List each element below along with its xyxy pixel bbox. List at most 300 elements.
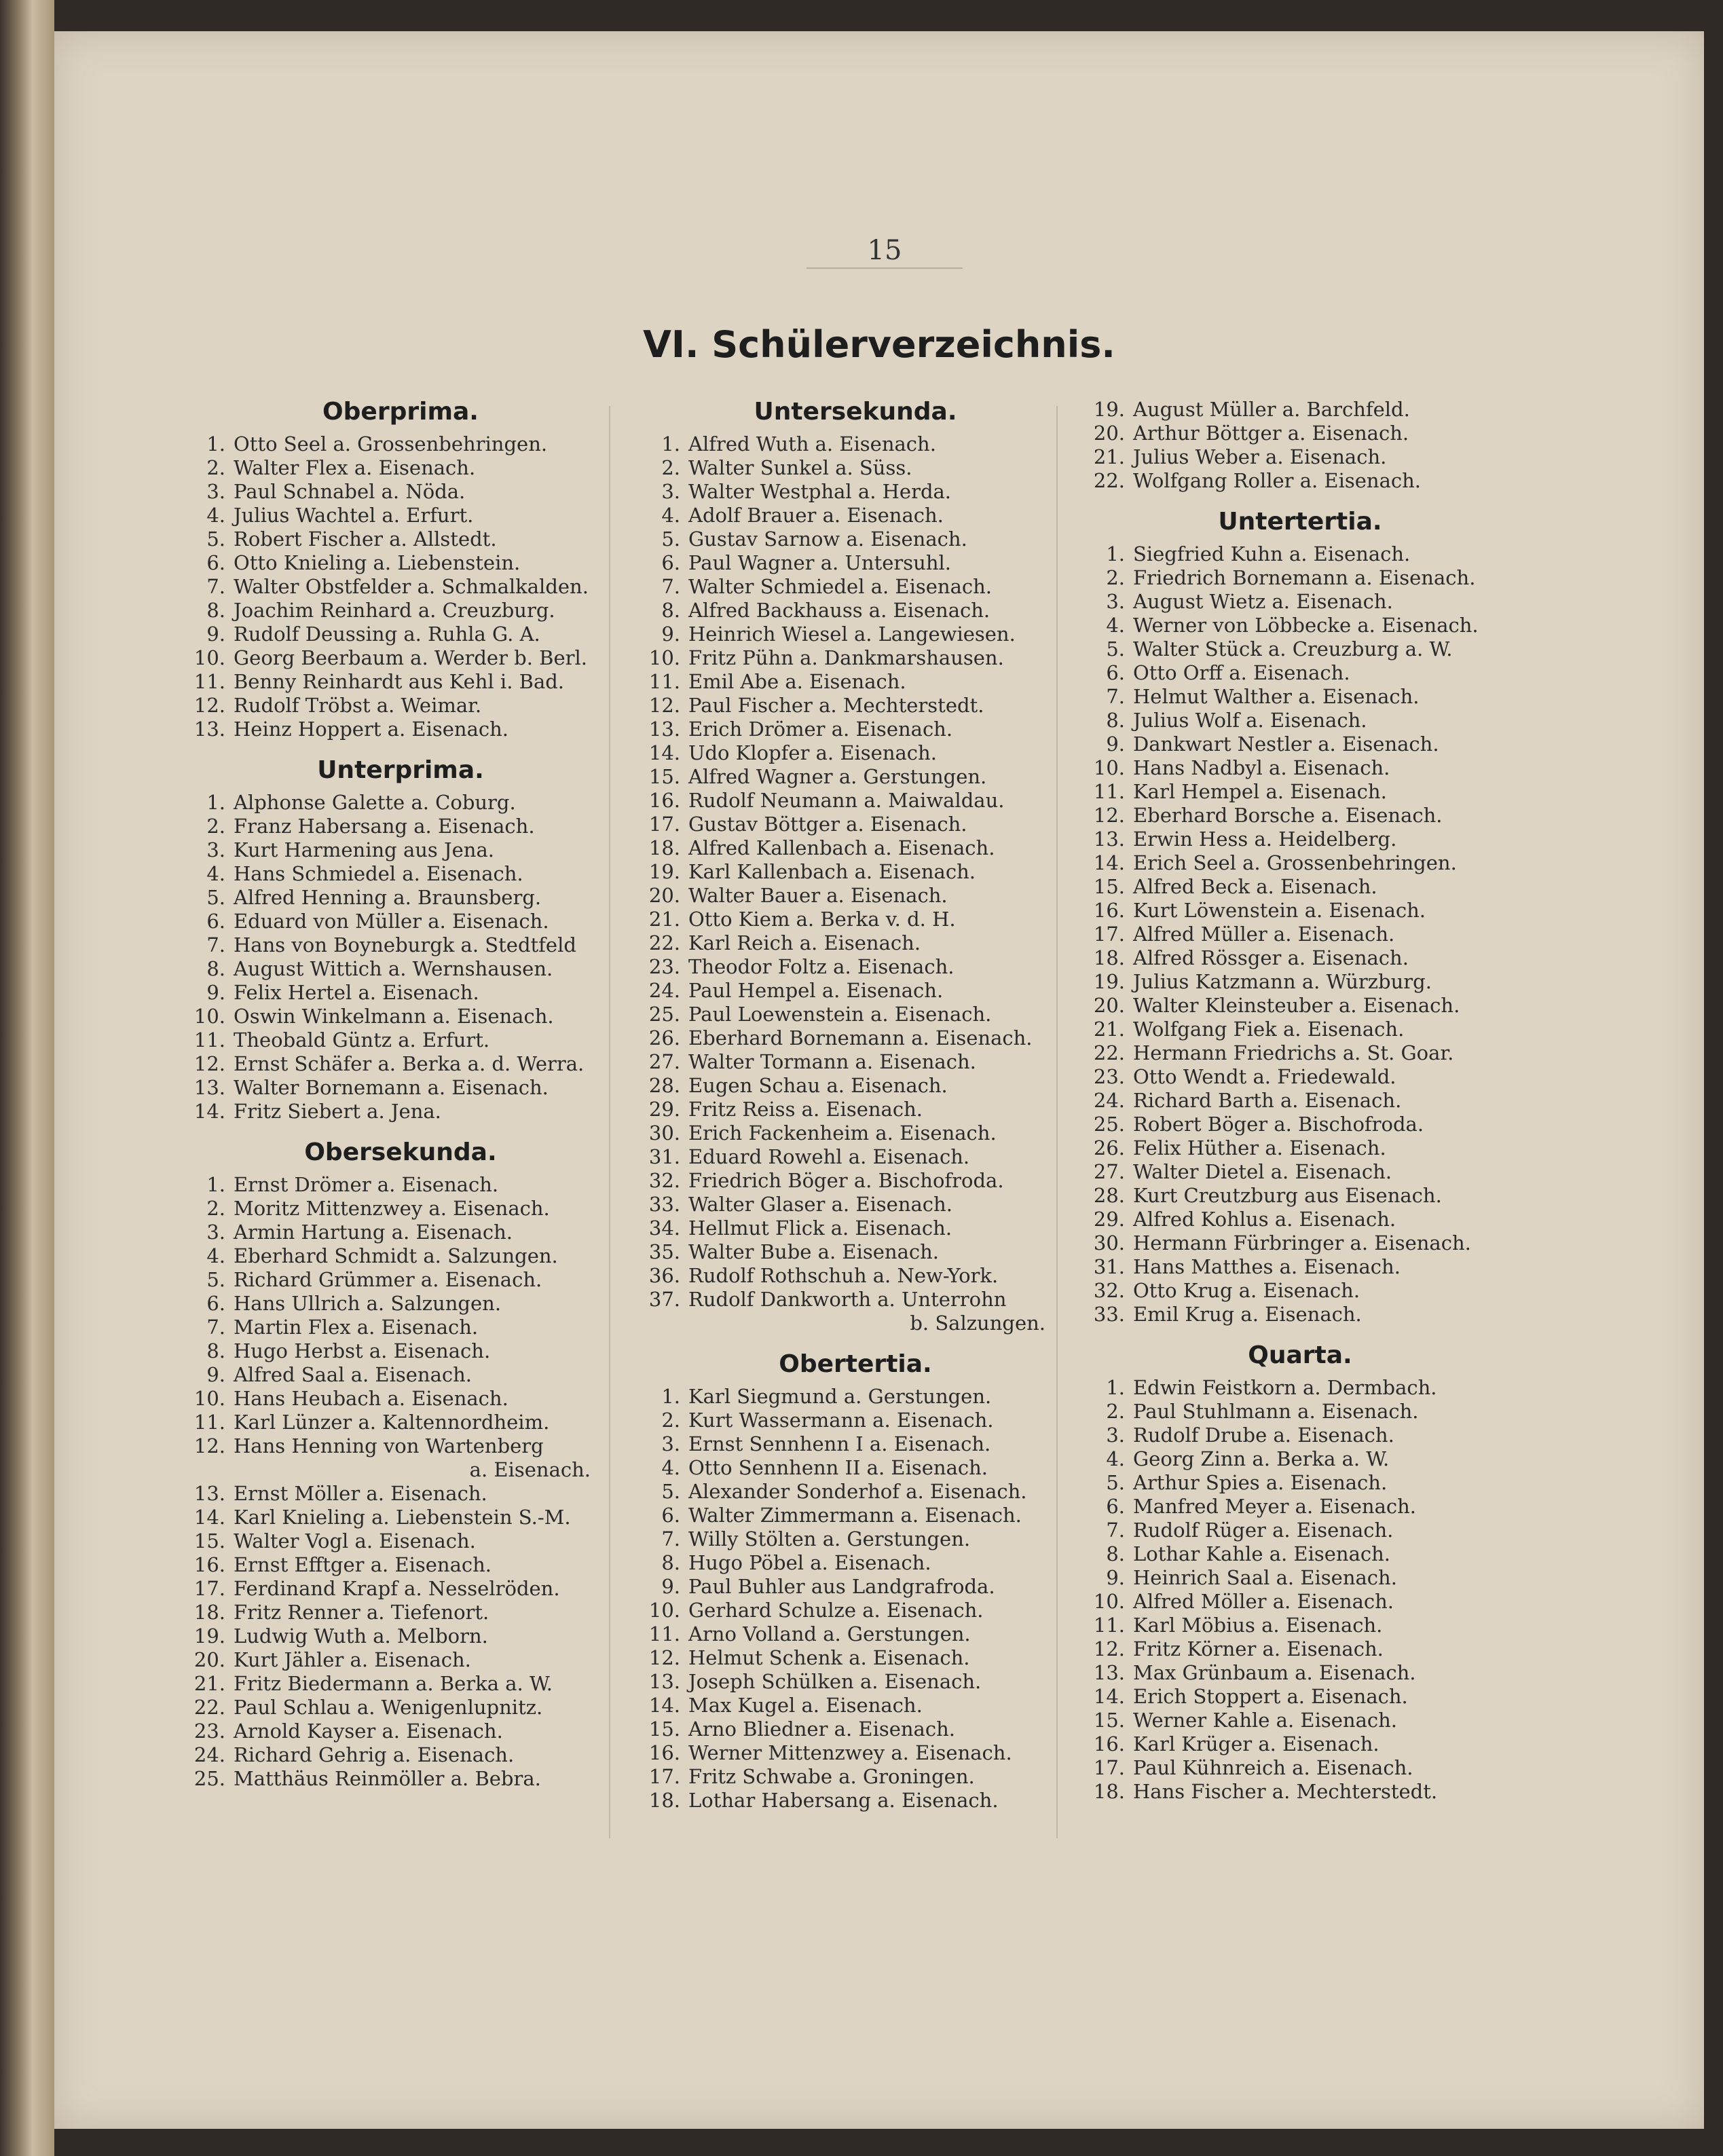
student-entry [1083, 709, 1517, 732]
entry-number: 15. [193, 1529, 225, 1553]
student-name: Hans Matthes a. Eisenach. [1133, 1255, 1401, 1278]
student-name: Walter Sunkel a. Süss. [688, 456, 912, 479]
student-name: Kurt Wassermann a. Eisenach. [688, 1409, 994, 1432]
student-name: Max Grünbaum a. Eisenach. [1133, 1661, 1416, 1684]
entry-number: 14. [193, 1506, 225, 1529]
entry-number: 6. [1106, 1495, 1125, 1518]
student-name: Walter Obstfelder a. Schmalkalden. [234, 575, 589, 598]
student-entry [1083, 1376, 1517, 1400]
entry-number: 10. [1093, 756, 1125, 779]
student-name: Werner Mittenzwey a. Eisenach. [688, 1741, 1012, 1764]
class-section [638, 1350, 1073, 1813]
student-name: Rudolf Deussing a. Ruhla G. A. [234, 622, 540, 646]
entry-number: 20. [1093, 994, 1125, 1017]
student-name: Rudolf Drube a. Eisenach. [1133, 1424, 1394, 1447]
entry-number: 12. [193, 1434, 225, 1457]
student-name: Werner Kahle a. Eisenach. [1133, 1709, 1397, 1732]
student-entry [638, 622, 1073, 646]
student-entry [1083, 1661, 1517, 1685]
entry-number: 11. [1093, 780, 1125, 803]
student-name: Walter Flex a. Eisenach. [234, 456, 476, 479]
student-name: Gerhard Schulze a. Eisenach. [688, 1599, 984, 1622]
student-entry [1083, 1255, 1517, 1279]
student-name: Alfred Kohlus a. Eisenach. [1133, 1208, 1396, 1231]
student-entry [1083, 1303, 1517, 1326]
entry-number: 6. [206, 1292, 225, 1315]
student-name: Paul Buhler aus Landgrafroda. [688, 1575, 995, 1598]
student-name: Hans Fischer a. Mechterstedt. [1133, 1780, 1438, 1803]
student-name: Arnold Kayser a. Eisenach. [234, 1720, 503, 1743]
entry-number: 1. [661, 432, 680, 456]
student-name: Otto Wendt a. Friedewald. [1133, 1065, 1396, 1088]
entry-number: 17. [1093, 923, 1125, 946]
student-entry [1083, 804, 1517, 828]
student-name: Paul Schlau a. Wenigenlupnitz. [234, 1696, 543, 1719]
student-name: Felix Hertel a. Eisenach. [234, 981, 479, 1004]
column-2 [638, 398, 1073, 1813]
entry-number: 11. [1093, 1614, 1125, 1637]
entry-number: 2. [206, 815, 225, 838]
student-name: Otto Kiem a. Berka v. d. H. [688, 908, 956, 931]
student-name: Joachim Reinhard a. Creuzburg. [234, 599, 555, 622]
entry-number: 8. [1106, 709, 1125, 732]
entry-number: 15. [648, 765, 680, 788]
entry-number: 4. [661, 504, 680, 527]
entry-number: 21. [1093, 445, 1125, 468]
entry-number: 1. [206, 791, 225, 814]
student-entry [638, 694, 1073, 718]
entry-number: 10. [1093, 1590, 1125, 1613]
student-entry [638, 670, 1073, 694]
entry-number: 25. [648, 1003, 680, 1026]
student-entry [638, 1622, 1073, 1646]
entry-number: 20. [648, 884, 680, 907]
student-entry [183, 862, 618, 886]
entry-number: 10. [648, 646, 680, 669]
student-entry [1083, 566, 1517, 590]
entry-number: 15. [648, 1717, 680, 1741]
student-name: Fritz Pühn a. Dankmarshausen. [688, 646, 1004, 669]
entry-number: 18. [193, 1601, 225, 1624]
student-entry [183, 1076, 618, 1100]
student-name: Walter Glaser a. Eisenach. [688, 1193, 952, 1216]
entry-number: 9. [1106, 1566, 1125, 1589]
student-name: Otto Krug a. Eisenach. [1133, 1279, 1360, 1302]
student-name: Emil Krug a. Eisenach. [1133, 1303, 1362, 1326]
student-name: Julius Katzmann a. Würzburg. [1133, 970, 1432, 993]
student-name: Joseph Schülken a. Eisenach. [688, 1670, 982, 1693]
entry-number: 32. [1093, 1279, 1125, 1302]
student-name: Heinrich Wiesel a. Langewiesen. [688, 622, 1016, 646]
entry-number: 2. [206, 1197, 225, 1220]
student-name: Fritz Biedermann a. Berka a. W. [234, 1672, 553, 1695]
student-name: Walter Zimmermann a. Eisenach. [688, 1504, 1022, 1527]
student-name: Erich Fackenheim a. Eisenach. [688, 1121, 997, 1145]
entry-number: 12. [1093, 1637, 1125, 1660]
student-entry [638, 1575, 1073, 1599]
student-entry [1083, 1113, 1517, 1136]
entry-number: 5. [206, 1268, 225, 1291]
student-name: Alfred Saal a. Eisenach. [234, 1363, 473, 1386]
entry-number: 9. [206, 622, 225, 646]
entry-number: 13. [648, 718, 680, 741]
student-name: Paul Loewenstein a. Eisenach. [688, 1003, 992, 1026]
student-name: Walter Bube a. Eisenach. [688, 1240, 939, 1263]
entry-number: 13. [193, 1076, 225, 1099]
student-name: Eduard Rowehl a. Eisenach. [688, 1145, 970, 1168]
entry-number: 10. [193, 1387, 225, 1410]
entry-number: 12. [193, 694, 225, 717]
student-name: Walter Bornemann a. Eisenach. [234, 1076, 549, 1099]
student-name: Rudolf Neumann a. Maiwaldau. [688, 789, 1005, 812]
student-name: Friedrich Bornemann a. Eisenach. [1133, 566, 1476, 589]
student-name: Fritz Körner a. Eisenach. [1133, 1637, 1384, 1660]
entry-number: 11. [193, 1411, 225, 1434]
entry-number: 10. [193, 646, 225, 669]
student-name: August Wittich a. Wernshausen. [234, 957, 553, 980]
student-name: Otto Knieling a. Liebenstein. [234, 551, 521, 574]
student-entry [183, 791, 618, 815]
student-entry [183, 933, 618, 957]
student-entry [1083, 828, 1517, 851]
student-entry [183, 694, 618, 718]
student-entry [638, 1551, 1073, 1575]
entry-number: 16. [648, 789, 680, 812]
entry-number: 8. [206, 1339, 225, 1362]
student-name: Fritz Schwabe a. Groningen. [688, 1765, 975, 1788]
entry-number: 28. [648, 1074, 680, 1097]
student-entry [638, 504, 1073, 527]
entry-number: 9. [206, 1363, 225, 1386]
student-name: Otto Seel a. Grossenbehringen. [234, 432, 548, 456]
student-entry [183, 1767, 618, 1791]
entry-number: 4. [1106, 614, 1125, 637]
section-heading: Obersekunda. [304, 1138, 497, 1166]
student-entry [1083, 1018, 1517, 1041]
student-entry [183, 1173, 618, 1197]
entry-number: 18. [1093, 1780, 1125, 1803]
student-entry [1083, 1519, 1517, 1542]
student-name: Friedrich Böger a. Bischofroda. [688, 1169, 1004, 1192]
entry-number: 26. [1093, 1136, 1125, 1159]
student-entry [638, 1670, 1073, 1694]
entry-number: 9. [1106, 732, 1125, 756]
student-name: Arno Volland a. Gerstungen. [688, 1622, 971, 1646]
student-name: Theobald Güntz a. Erfurt. [234, 1028, 490, 1052]
student-name: Walter Dietel a. Eisenach. [1133, 1160, 1392, 1183]
student-entry [638, 765, 1073, 789]
student-name: Karl Hempel a. Eisenach. [1133, 780, 1387, 803]
student-name: Alfred Wuth a. Eisenach. [688, 432, 936, 456]
student-name: Hans Nadbyl a. Eisenach. [1133, 756, 1390, 779]
student-entry [183, 981, 618, 1005]
student-entry [638, 1789, 1073, 1813]
entry-number: 1. [661, 1385, 680, 1408]
entry-number: 5. [206, 527, 225, 551]
student-entry [183, 1363, 618, 1387]
student-name: Alphonse Galette a. Coburg. [234, 791, 516, 814]
student-entry [1083, 1709, 1517, 1732]
student-name: Helmut Schenk a. Eisenach. [688, 1646, 970, 1669]
student-entry [1083, 875, 1517, 899]
entry-number: 4. [661, 1456, 680, 1479]
student-name: Eberhard Schmidt a. Salzungen. [234, 1244, 558, 1267]
student-entry [638, 813, 1073, 836]
student-name: Moritz Mittenzwey a. Eisenach. [234, 1197, 550, 1220]
student-name: Fritz Renner a. Tiefenort. [234, 1601, 489, 1624]
student-name: Helmut Walther a. Eisenach. [1133, 685, 1420, 708]
student-name: Willy Stölten a. Gerstungen. [688, 1527, 971, 1550]
student-name: Eberhard Borsche a. Eisenach. [1133, 804, 1443, 827]
student-entry [638, 456, 1073, 480]
student-name: Armin Hartung a. Eisenach. [234, 1221, 513, 1244]
entry-number: 5. [661, 1480, 680, 1503]
entry-number: 2. [661, 456, 680, 479]
student-entry [1083, 614, 1517, 637]
student-entry [638, 1216, 1073, 1240]
student-entry [1083, 899, 1517, 923]
student-entry [638, 1504, 1073, 1527]
entry-number: 3. [1106, 1424, 1125, 1447]
student-entry [1083, 1471, 1517, 1495]
student-entry [183, 1648, 618, 1672]
entry-number: 14. [648, 741, 680, 764]
student-name: Karl Knieling a. Liebenstein S.-M. [234, 1506, 571, 1529]
entry-number: 30. [648, 1121, 680, 1145]
student-entry [1083, 946, 1517, 970]
entry-number: 6. [661, 551, 680, 574]
entry-number: 1. [1106, 542, 1125, 565]
student-entry [638, 432, 1073, 456]
student-name: Matthäus Reinmöller a. Bebra. [234, 1767, 541, 1790]
student-name: Ernst Möller a. Eisenach. [234, 1482, 487, 1505]
student-entry [183, 1052, 618, 1076]
student-name: Alfred Rössger a. Eisenach. [1133, 946, 1409, 969]
student-entry [183, 432, 618, 456]
entry-number: 7. [206, 933, 225, 956]
entry-number: 11. [193, 1028, 225, 1052]
section-heading: Oberprima. [322, 398, 479, 426]
student-name: Felix Hüther a. Eisenach. [1133, 1136, 1386, 1159]
entry-number: 3. [206, 838, 225, 861]
entry-number: 2. [661, 1409, 680, 1432]
student-name: Ludwig Wuth a. Melborn. [234, 1624, 488, 1648]
student-entry [1083, 469, 1517, 493]
page-title: VI. Schülerverzeichnis. [643, 323, 1115, 366]
student-entry [183, 456, 618, 480]
entry-number: 19. [1093, 398, 1125, 421]
entry-continuation: b. Salzungen. [910, 1312, 1045, 1335]
student-name: Walter Vogl a. Eisenach. [234, 1529, 476, 1553]
student-entry [638, 1121, 1073, 1145]
student-entry [1083, 1424, 1517, 1447]
student-entry [183, 957, 618, 981]
student-entry [183, 1292, 618, 1316]
entry-number: 35. [648, 1240, 680, 1263]
entry-number: 3. [661, 480, 680, 503]
student-name: Karl Siegmund a. Gerstungen. [688, 1385, 992, 1408]
student-name: Walter Bauer a. Eisenach. [688, 884, 948, 907]
entry-number: 23. [648, 955, 680, 978]
entry-number: 6. [661, 1504, 680, 1527]
student-entry [183, 1720, 618, 1743]
student-name: Karl Kallenbach a. Eisenach. [688, 860, 976, 883]
student-name: Gustav Böttger a. Eisenach. [688, 813, 967, 836]
student-name: Ernst Schäfer a. Berka a. d. Werra. [234, 1052, 585, 1075]
entry-number: 17. [1093, 1756, 1125, 1779]
student-entry [638, 1741, 1073, 1765]
section-heading: Unterprima. [317, 756, 484, 784]
student-entry [183, 1411, 618, 1434]
student-name: Kurt Creutzburg aus Eisenach. [1133, 1184, 1442, 1207]
entry-number: 11. [648, 1622, 680, 1646]
entry-number: 8. [1106, 1542, 1125, 1565]
entry-number: 12. [648, 1646, 680, 1669]
section-heading: Untersekunda. [754, 398, 957, 426]
student-entry [183, 1529, 618, 1553]
entry-number: 13. [1093, 1661, 1125, 1684]
entry-number: 7. [661, 1527, 680, 1550]
student-entry [1083, 970, 1517, 994]
entry-number: 12. [193, 1052, 225, 1075]
student-name: Rudolf Rüger a. Eisenach. [1133, 1519, 1394, 1542]
student-entry [638, 836, 1073, 860]
student-name: Fritz Reiss a. Eisenach. [688, 1098, 923, 1121]
student-entry [638, 575, 1073, 599]
student-entry [1083, 1279, 1517, 1303]
student-name: Alfred Müller a. Eisenach. [1133, 923, 1395, 946]
student-entry [638, 1765, 1073, 1789]
student-entry [183, 1197, 618, 1221]
entry-number: 5. [1106, 637, 1125, 661]
student-entry [183, 1482, 618, 1506]
entry-number: 10. [193, 1005, 225, 1028]
entry-number: 18. [648, 836, 680, 859]
student-entry [183, 1221, 618, 1244]
entry-number: 30. [1093, 1231, 1125, 1254]
entry-number: 19. [1093, 970, 1125, 993]
student-entry [638, 1599, 1073, 1622]
entry-number: 23. [1093, 1065, 1125, 1088]
student-entry [638, 646, 1073, 670]
entry-number: 1. [1106, 1376, 1125, 1399]
student-name: Alfred Backhauss a. Eisenach. [688, 599, 990, 622]
student-entry [183, 1506, 618, 1529]
student-entry [638, 551, 1073, 575]
entry-number: 27. [648, 1050, 680, 1073]
student-name: Wolfgang Roller a. Eisenach. [1133, 469, 1422, 492]
student-name: Alexander Sonderhof a. Eisenach. [688, 1480, 1027, 1503]
class-section [1083, 508, 1517, 1326]
student-name: Kurt Jähler a. Eisenach. [234, 1648, 471, 1671]
student-name: Otto Orff a. Eisenach. [1133, 661, 1350, 684]
student-entry [638, 1456, 1073, 1480]
entry-number: 14. [648, 1694, 680, 1717]
student-entry [638, 1026, 1073, 1050]
entry-number: 26. [648, 1026, 680, 1049]
student-entry [183, 1028, 618, 1052]
entry-number: 3. [206, 480, 225, 503]
student-entry [183, 1553, 618, 1577]
student-entry [1083, 1756, 1517, 1780]
entry-number: 11. [648, 670, 680, 693]
entry-number: 17. [193, 1577, 225, 1600]
student-name: Paul Fischer a. Mechterstedt. [688, 694, 984, 717]
student-entry [638, 718, 1073, 741]
student-entry [183, 1743, 618, 1767]
student-entry [638, 480, 1073, 504]
student-entry [638, 908, 1073, 931]
student-name: Erich Seel a. Grossenbehringen. [1133, 851, 1457, 874]
student-name: Hans von Boyneburgk a. Stedtfeld [234, 933, 576, 956]
student-entry [1083, 445, 1517, 469]
entry-number: 9. [661, 1575, 680, 1598]
student-entry [183, 838, 618, 862]
class-section [1083, 1341, 1517, 1804]
student-entry [1083, 1400, 1517, 1424]
student-entry [1083, 1089, 1517, 1113]
student-entry [1083, 1780, 1517, 1804]
student-entry [638, 741, 1073, 765]
entry-number: 23. [193, 1720, 225, 1743]
student-name: Erich Stoppert a. Eisenach. [1133, 1685, 1408, 1708]
student-name: Georg Beerbaum a. Werder b. Berl. [234, 646, 588, 669]
student-entry [638, 1240, 1073, 1264]
student-entry [1083, 1041, 1517, 1065]
student-name: August Müller a. Barchfeld. [1133, 398, 1410, 421]
student-entry [1083, 1542, 1517, 1566]
entry-number: 8. [206, 957, 225, 980]
student-entry [1083, 590, 1517, 614]
column-1 [183, 398, 618, 1791]
entry-number: 1. [206, 432, 225, 456]
student-entry [1083, 1065, 1517, 1089]
student-name: Alfred Kallenbach a. Eisenach. [688, 836, 995, 859]
student-entry [183, 622, 618, 646]
entry-number: 4. [206, 1244, 225, 1267]
student-entry [183, 1672, 618, 1696]
student-entry [638, 1169, 1073, 1193]
student-name: Eberhard Bornemann a. Eisenach. [688, 1026, 1033, 1049]
student-name: Alfred Henning a. Braunsberg. [234, 886, 542, 909]
entry-number: 17. [648, 813, 680, 836]
student-entry [183, 718, 618, 741]
entry-number: 1. [206, 1173, 225, 1196]
student-name: Rudolf Tröbst a. Weimar. [234, 694, 482, 717]
student-name: Hans Ullrich a. Salzungen. [234, 1292, 502, 1315]
student-name: Ernst Efftger a. Eisenach. [234, 1553, 492, 1576]
entry-number: 3. [206, 1221, 225, 1244]
entry-number: 13. [193, 718, 225, 741]
entry-number: 11. [193, 670, 225, 693]
student-entry [638, 1074, 1073, 1098]
student-name: Adolf Brauer a. Eisenach. [688, 504, 944, 527]
student-name: Siegfried Kuhn a. Eisenach. [1133, 542, 1411, 565]
entry-number: 10. [648, 1599, 680, 1622]
entry-number: 18. [1093, 946, 1125, 969]
entry-number: 29. [648, 1098, 680, 1121]
entry-number: 7. [206, 1316, 225, 1339]
student-name: Hans Schmiedel a. Eisenach. [234, 862, 523, 885]
entry-number: 19. [648, 860, 680, 883]
entry-number: 37. [648, 1288, 680, 1311]
entry-number: 21. [648, 908, 680, 931]
document-page [54, 31, 1704, 2129]
student-name: Hans Heubach a. Eisenach. [234, 1387, 508, 1410]
student-entry [638, 1288, 1073, 1312]
section-heading: Untertertia. [1218, 508, 1382, 536]
entry-number: 2. [1106, 1400, 1125, 1423]
